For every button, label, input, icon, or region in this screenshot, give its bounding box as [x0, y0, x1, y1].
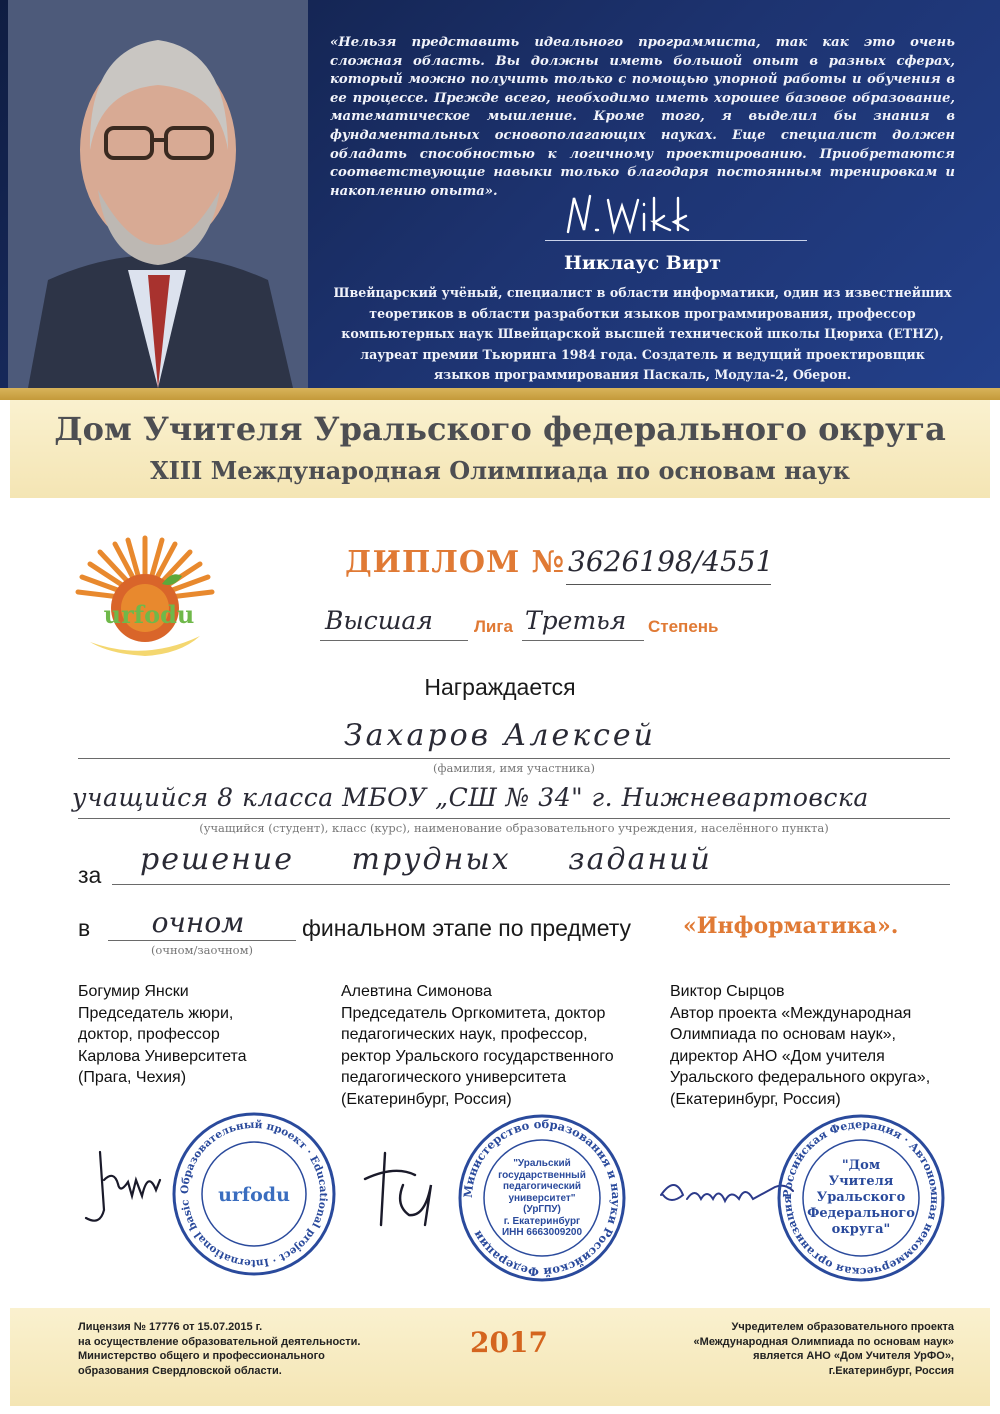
league-underline	[320, 640, 468, 641]
participant-name-hint: (фамилия, имя участника)	[433, 761, 595, 775]
participant-info: учащийся 8 класса МБОУ „СШ № 34" г. Нижневартовска	[72, 783, 869, 812]
author-portrait	[8, 0, 308, 388]
founder-line: «Международная Олимпиада по основам наук»	[693, 1335, 954, 1348]
stage-form: очном	[151, 906, 245, 939]
stage-form-line	[108, 940, 296, 941]
license-line: на осуществление образовательной деятельности.	[78, 1335, 361, 1348]
license-line: образования Свердловской области.	[78, 1364, 282, 1377]
license-line: Министерство общего и профессионального	[78, 1350, 325, 1362]
signatory-name: Виктор Сырцов	[670, 983, 785, 1000]
seal-line: университет"	[508, 1192, 576, 1204]
urfodu-logo	[70, 530, 220, 660]
wirth-signature	[560, 192, 720, 238]
seal-line: "Дом	[841, 1158, 881, 1173]
league-handwritten: Высшая	[325, 606, 433, 635]
seal-line: округа"	[831, 1222, 891, 1237]
signatory-jury-chair	[78, 981, 318, 1089]
university-seal	[456, 1112, 628, 1284]
seal-line: педагогический	[502, 1181, 582, 1192]
middle-seal-ring-text: Министерство образования и науки Российской Федерации	[460, 1116, 624, 1280]
left-seal-center: urfodu	[218, 1184, 290, 1206]
participant-name-line	[78, 758, 950, 759]
league-label: Лига	[474, 617, 513, 636]
seal-line: государственный	[498, 1169, 586, 1181]
founder-line: Учредителем образовательного проекта	[731, 1321, 954, 1333]
left-seal-ring-text: Образовательный проект · Educational project · International basic	[178, 1118, 330, 1270]
signatory-line: (Екатеринбург, Россия)	[670, 1090, 841, 1108]
signatory-line: (Прага, Чехия)	[78, 1069, 187, 1086]
right-seal-center	[801, 1158, 921, 1238]
signatory-line: Председатель жюри,	[78, 1004, 234, 1022]
seal-line: г. Екатеринбург	[503, 1215, 581, 1227]
signatory-line: (Екатеринбург, Россия)	[341, 1090, 512, 1108]
stage-form-hint: (очном/заочном)	[150, 943, 254, 957]
founder-line: г.Екатеринбург, Россия	[828, 1364, 954, 1377]
founder-info	[640, 1320, 954, 1378]
signatory-org-committee	[341, 981, 661, 1110]
in-label: в	[78, 915, 91, 941]
signatory-line: Карлова Университета	[78, 1047, 247, 1065]
license-info	[78, 1320, 408, 1378]
seal-line: ИНН 6663009200	[501, 1227, 583, 1238]
signatory-project-author	[670, 981, 990, 1110]
participant-name: Захаров Алексей	[343, 718, 656, 753]
seal-line: Учителя	[828, 1174, 894, 1189]
diploma-title: ДИПЛОМ №	[345, 545, 566, 580]
signatory-line: директор АНО «Дом учителя	[670, 1047, 885, 1065]
stage-text: финальном этапе по предмету	[302, 915, 632, 941]
seal-line: Уральского	[816, 1190, 906, 1205]
participant-info-hint: (учащийся (студент), класс (курс), наименование образовательного учреждения, населённого пункта)	[199, 821, 829, 835]
author-name: Никлаус Вирт	[563, 252, 722, 274]
seal-line: (УрГПУ)	[523, 1204, 561, 1215]
seal-line: Федерального	[807, 1206, 915, 1221]
signatory-line: Уральского федерального округа»,	[670, 1069, 931, 1086]
achievement-line	[112, 884, 950, 885]
right-seal-ring-text: Российская Федерация · Автономная некоммерческая организация	[780, 1117, 942, 1279]
achievement-text: решение трудных заданий	[140, 842, 712, 877]
signatory-line: педагогического университета	[341, 1069, 567, 1086]
diploma-year: 2017	[470, 1326, 548, 1359]
for-label: за	[78, 862, 102, 888]
seal-line: "Уральский	[513, 1158, 571, 1169]
middle-seal-center	[482, 1158, 602, 1239]
gold-stripe	[0, 388, 1000, 400]
signatory-name: Алевтина Симонова	[341, 983, 492, 1000]
teachers-house-seal	[775, 1112, 947, 1284]
urfodu-logo-text: urfodu	[103, 600, 195, 629]
degree-handwritten: Третья	[525, 606, 627, 635]
wirth-quote: «Нельзя представить идеального программиста, так как это очень сложная область. Вы должны иметь большой опыт в разных сферах, который можно получить только с помощью упорной работы и обучения в ее процессе. Прежде всего, необходимо иметь хорошее базовое образование, математическое мышление. Кроме того, я выделил бы знания в фундаментальных основополагающих науках. Еще специалист должен обладать способностью к логичному проектированию. Приобретаются соответствующие навыки только благодаря постоянным тренировкам и накоплению опыта».	[330, 35, 955, 199]
degree-underline	[522, 640, 644, 641]
author-bio: Швейцарский учёный, специалист в области информатики, один из известнейших теоретиков в области разработки языков программирования, профессор компьютерных наук Швейцарской высшей технической школы Цюриха (ETHZ), лауреат премии Тьюринга 1984 года. Создатель и ведущий проектировщик языков программирования Паскаль, Модула-2, Оберон.	[333, 285, 952, 382]
signatory-line: ректор Уральского государственного	[341, 1047, 614, 1065]
org-committee-signature	[355, 1145, 455, 1235]
signatory-line: доктор, профессор	[78, 1026, 220, 1043]
diploma-number: 3626198/4551	[568, 545, 774, 578]
diploma-number-line	[566, 584, 771, 585]
subject-name: «Информатика».	[683, 913, 899, 939]
signatory-name: Богумир Янски	[78, 983, 189, 1000]
signatory-line: педагогических наук, профессор,	[341, 1026, 588, 1043]
signatory-line: Председатель Оргкомитета, доктор	[341, 1004, 606, 1022]
signatory-line: Автор проекта «Международная	[670, 1004, 912, 1022]
awarded-heading: Награждается	[424, 674, 576, 700]
signatory-line: Олимпиада по основам наук»,	[670, 1026, 896, 1043]
participant-info-line	[78, 818, 950, 819]
organization-name: Дом Учителя Уральского федерального округа	[54, 410, 946, 448]
olympiad-title: XIII Международная Олимпиада по основам наук	[150, 456, 850, 485]
signature-line	[545, 240, 807, 241]
jury-chair-signature	[70, 1140, 170, 1230]
license-line: Лицензия № 17776 от 15.07.2015 г.	[78, 1321, 263, 1333]
founder-line: является АНО «Дом Учителя УрФО»,	[753, 1350, 954, 1362]
degree-label: Степень	[648, 617, 719, 636]
educational-project-seal	[170, 1110, 338, 1278]
